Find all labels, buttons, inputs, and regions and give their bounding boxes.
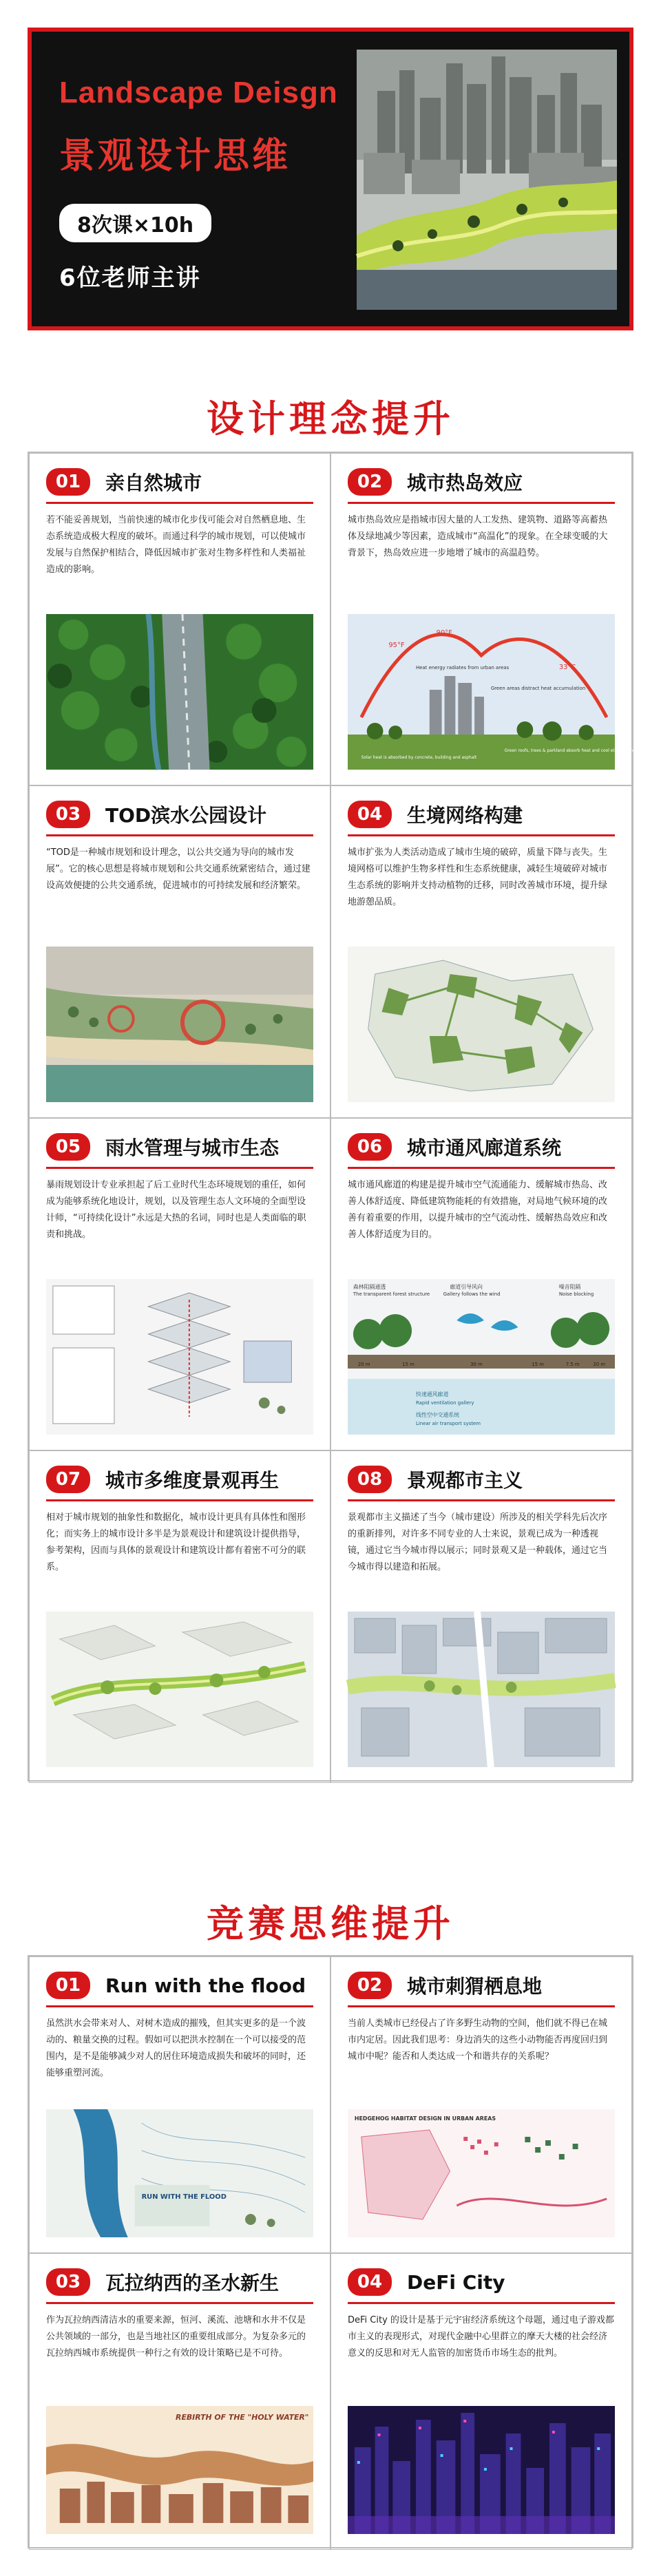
- card-design-07: [29, 1450, 330, 1783]
- course-hours-badge: 8次课×10h: [59, 204, 211, 242]
- habitat-network-map-image: [348, 947, 615, 1102]
- stormwater-axonometric-image: [46, 1279, 313, 1435]
- card-number: 03: [46, 801, 90, 828]
- card-title: 景观都市主义: [407, 1469, 523, 1492]
- card-description: “TOD是一种城市规划和设计理念，以公共交通为导向的城市发展”。它的核心思想是将城市规划和公共交通系统紧密结合，通过建设高效便捷的公共交通系统，促进城市的可持续发展和经济繁荣。: [46, 847, 311, 891]
- multi-dimensional-landscape-image: [46, 1612, 313, 1767]
- label-95f: 95°F: [388, 641, 405, 650]
- competition-card-grid: [28, 1955, 633, 2548]
- card-number: 02: [348, 1972, 392, 1999]
- card-competition-03: [29, 2253, 330, 2550]
- width-20m-right: 20 m: [593, 1361, 606, 1368]
- landscape-urbanism-aerial-image: [348, 1612, 615, 1767]
- card-competition-01: [29, 1956, 330, 2253]
- card-number: 07: [46, 1466, 90, 1493]
- card-description: 景观都市主义描述了当今（城市建设）所涉及的相关学科先后次序的重新排列，对许多不同专业的人士来说，景观已成为一种透视镜，通过它当今城市得以展示；同时景观又是一种载体，通过它当今城市得以建造和拓展。: [348, 1512, 608, 1572]
- card-design-08: [330, 1450, 632, 1783]
- label-solar-heat: Solar heat is absorbed by concrete, building and asphalt: [361, 754, 477, 761]
- card-description: 暴雨规划设计专业承担起了后工业时代生态环境规划的重任，如何成为能够系统化地设计，规划，以及管理生态人文环境的全面型设计师，“可持续化设计”永远是大热的名词，同时也是人类面临的职责和挑战。: [46, 1180, 306, 1240]
- card-description: 作为瓦拉纳西清洁水的重要来源，恒河、溪流、池塘和水井不仅是公共领域的一部分，也是当地社区的重要组成部分。为复杂多元的瓦拉纳西城市系统提供一种行之有效的设计策略已是不可待。: [46, 2315, 306, 2358]
- label-forest-cn: 森林阻隔通透: [353, 1283, 386, 1291]
- width-30m: 30 m: [470, 1361, 483, 1368]
- card-description: 城市扩张为人类活动造成了城市生境的破碎，质量下降与丧失。生境网格可以维护生物多样性和生态系统健康，减轻生境破碎对城市生态系统的影响并支持动植物的迁移，同时改善城市环境，提升绿地游憩品质。: [348, 847, 608, 907]
- waterfront-park-plan-image: [46, 947, 313, 1102]
- card-description: 城市热岛效应是指城市因大量的人工发热、建筑物、道路等高蓄热体及绿地减少等因素，造成城市“高温化”的现象。在全球变暖的大背景下，热岛效应进一步地增了城市的高温趋势。: [348, 515, 608, 558]
- card-description: 城市通风廊道的构建是提升城市空气流通能力、缓解城市热岛、改善人体舒适度、降低建筑物能耗的有效措施，对局地气候环境的改善有着重要的作用，以提升城市的空气流动性、缓解热岛效应和改善人体舒适度为目的。: [348, 1180, 608, 1240]
- hero-title-en: Landscape Deisgn: [59, 76, 338, 109]
- card-title: 城市刺猬栖息地: [407, 1975, 543, 1998]
- card-description: DeFi City 的设计是基于元宇宙经济系统这个母题，通过电子游戏都市主义的表现形式，对现代金融中心里群立的摩天大楼的社会经济意义的反思和对无人监管的加密货币市场生态的批判。: [348, 2315, 614, 2358]
- card-title: TOD滨水公园设计: [105, 804, 267, 827]
- heat-island-diagram-image: [348, 614, 650, 770]
- card-number: 03: [46, 2268, 90, 2296]
- card-description: 虽然洪水会带来对人、对树木造成的摧残，但其实更多的是一个波动的、粮量交换的过程。假如可以把洪水控制在一个可以接受的范围内，是不是能够减少对人的居住环境造成损失和破坏的同时，还能够重塑河流。: [46, 2018, 306, 2078]
- flood-competition-board-image: [46, 2109, 313, 2237]
- label-rapid-cn: 快速通风廊道: [415, 1391, 449, 1398]
- board-title-flood: RUN WITH THE FLOOD: [141, 2193, 227, 2202]
- section-title-competition: 竞赛思维提升: [207, 1902, 454, 1945]
- card-competition-04: [330, 2253, 632, 2550]
- varanasi-holy-water-board-image: [46, 2406, 313, 2534]
- board-title-hedgehog: HEDGEHOG HABITAT DESIGN IN URBAN AREAS: [354, 2115, 496, 2122]
- board-title-holy-water: REBIRTH OF THE "HOLY WATER": [176, 2412, 309, 2422]
- label-heat-radiates: Heat energy radiates from urban areas: [415, 664, 510, 671]
- card-title: Run with the flood: [105, 1974, 306, 1997]
- card-number: 08: [348, 1466, 392, 1493]
- card-title: 亲自然城市: [105, 472, 202, 494]
- label-linear-en: Linear air transport system: [415, 1420, 481, 1427]
- aerial-forest-road-image: [46, 614, 313, 770]
- teachers-count: 6位老师主讲: [59, 264, 201, 292]
- label-noise-cn: 噪音阻隔: [558, 1283, 581, 1291]
- card-number: 02: [348, 468, 392, 496]
- label-90f: 90°F: [436, 629, 452, 637]
- card-design-01: [29, 453, 330, 785]
- label-green-areas: Green areas distract heat accumulation: [490, 685, 586, 692]
- card-design-05: [29, 1118, 330, 1450]
- hedgehog-habitat-board-image: [348, 2109, 615, 2237]
- card-number: 04: [348, 801, 392, 828]
- ventilation-corridor-section-image: [348, 1279, 615, 1435]
- hero-title-cn: 景观设计思维: [59, 136, 291, 177]
- card-number: 05: [46, 1133, 90, 1161]
- card-description: 若不能妥善规划，当前快速的城市化步伐可能会对自然栖息地、生态系统造成极大程度的破坏。而通过科学的城市规划，可以使城市发展与自然保护相结合，降低因城市扩张对生物多样性和人类福祉造成的影响。: [46, 515, 306, 575]
- label-33c: 33°C: [558, 663, 576, 672]
- width-20m-left: 20 m: [357, 1361, 370, 1368]
- card-competition-02: [330, 1956, 632, 2253]
- card-design-04: [330, 785, 632, 1118]
- hero-banner: [28, 28, 633, 330]
- width-15m-right: 15 m: [532, 1361, 544, 1368]
- card-title: 雨水管理与城市生态: [105, 1137, 280, 1159]
- card-number: 01: [46, 1972, 90, 1999]
- card-title: DeFi City: [407, 2270, 505, 2294]
- card-design-02: [330, 453, 650, 785]
- label-noise-en: Noise blocking: [558, 1291, 594, 1298]
- card-description: 当前人类城市已经侵占了许多野生动物的空间，他们就不得已在城市内定居。因此我们思考：身边消失的这些小动物能否再度回归到城市中呢？能否和人类达成一个和谐共存的关系呢？: [348, 2018, 608, 2062]
- label-green-roofs: Green roofs, trees & parkland absorb heat and cool ethers atmosphere: [504, 748, 650, 754]
- card-design-03: [29, 785, 330, 1118]
- card-title: 生境网络构建: [407, 804, 523, 827]
- section-title-design: 设计理念提升: [207, 397, 454, 441]
- card-number: 04: [348, 2268, 392, 2296]
- width-15m-left: 15 m: [402, 1361, 415, 1368]
- card-number: 01: [46, 468, 90, 496]
- label-forest-en: The transparent forest structure: [353, 1291, 430, 1298]
- card-title: 城市多维度景观再生: [105, 1469, 280, 1492]
- label-rapid-en: Rapid ventilation gallery: [415, 1400, 474, 1406]
- design-card-grid: [28, 452, 650, 1782]
- city-aerial-circle-image: [357, 50, 617, 310]
- width-7-5m: 7.5 m: [565, 1361, 580, 1368]
- card-title: 瓦拉纳西的圣水新生: [105, 2272, 280, 2294]
- card-title: 城市通风廊道系统: [407, 1137, 562, 1159]
- defi-city-render-image: [348, 2406, 615, 2534]
- card-number: 06: [348, 1133, 392, 1161]
- card-design-06: [330, 1118, 632, 1450]
- label-linear-cn: 线性空中交通系统: [415, 1411, 460, 1419]
- label-gallery-en: Gallery follows the wind: [443, 1291, 501, 1298]
- card-title: 城市热岛效应: [407, 472, 523, 494]
- card-description: 相对于城市规划的抽象性和数据化，城市设计更具有具体性和图形化；而实务上的城市设计多半是为景观设计和建筑设计提供指导，参考架构，因而与具体的景观设计和建筑设计都有着密不可分的联系。: [46, 1512, 306, 1572]
- label-gallery-cn: 廊道引导风向: [450, 1283, 483, 1291]
